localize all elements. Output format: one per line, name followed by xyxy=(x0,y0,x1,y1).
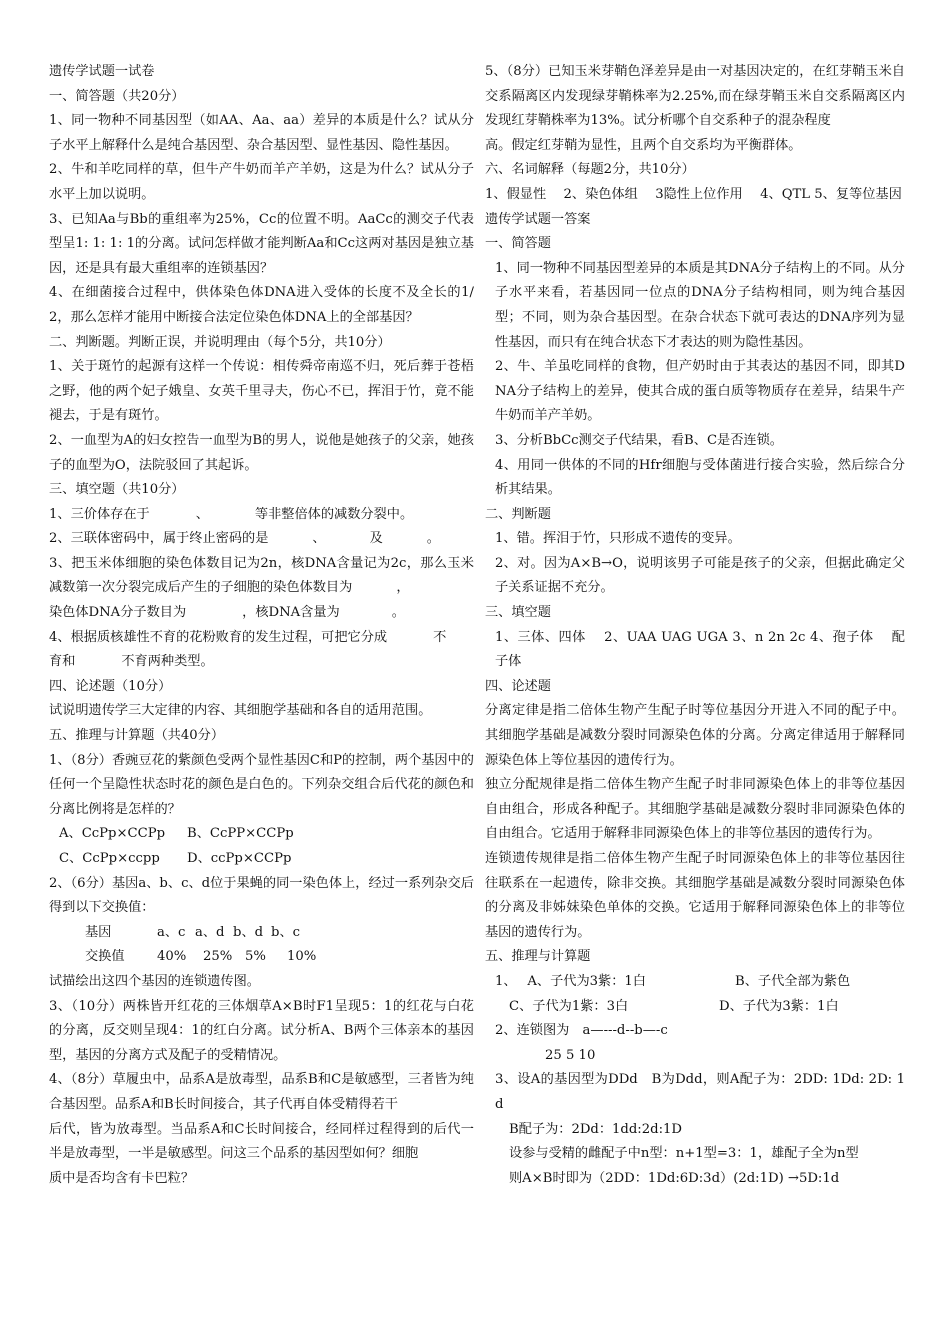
question-5-4-part-b: 后代，皆为放毒型。当品系A和C长时间接合，经同样过程得到的后代一半是放毒型，一半是敏感型。问这三个品系的基因型如何？细胞 xyxy=(49,1121,474,1162)
value-ac: 40% xyxy=(157,949,187,965)
question-5-1-options-cd xyxy=(49,847,474,872)
answer-4-para-3: 连锁遗传规律是指二倍体生物产生配子时同源染色体上的非等位基因往往联系在一起遗传，除非交换。其细胞学基础是减数分裂时同源染色体的分离及非姊妹染色单体的交换。它适用于解释同源染色体上的非等位基因的遗传行为。 xyxy=(485,851,905,940)
value-ad: 25% xyxy=(203,949,233,965)
answer-5-2-distances: 25 5 10 xyxy=(545,1047,596,1063)
genes-label: 基因 xyxy=(85,924,112,940)
pair-bd: b、d xyxy=(233,924,264,940)
section-3-header: 三、填空题（共10分） xyxy=(49,482,185,498)
question-5-1-options-ab xyxy=(49,822,474,847)
section-5-header: 五、推理与计算题（共40分） xyxy=(49,728,225,744)
value-bc: 10% xyxy=(287,949,317,965)
question-5-2-tail: 试描绘出这四个基因的连锁遗传图。 xyxy=(49,973,260,989)
recombination-row-genes xyxy=(49,921,474,946)
q3-1-text-b: 、 xyxy=(195,506,209,522)
answers-section-5-header: 五、推理与计算题 xyxy=(485,949,591,965)
question-1-2: 2、牛和羊吃同样的草，但牛产牛奶而羊产羊奶，这是为什么？试从分子水平上加以说明。 xyxy=(49,162,474,202)
q3-2-text-a: 2、三联体密码中，属于终止密码的是 xyxy=(49,531,269,547)
answer-5-3-b: B配子为：2Dd：1dd:2d:1D xyxy=(509,1121,682,1137)
question-1-1: 1、同一物种不同基因型（如AA、Aa、aa）差异的本质是什么？试从分子水平上解释什么是纯合基因型、杂合基因型、显性基因、隐性基因。 xyxy=(49,113,474,153)
question-5-5-part-b: 高。假定红芽鞘为显性，且两个自交系均为平衡群体。 xyxy=(485,137,802,153)
q3-3-text-e: 。 xyxy=(391,605,405,621)
section-6-header: 六、名词解释（每题2分，共10分） xyxy=(485,162,695,178)
answer-4-para-2: 独立分配规律是指二倍体生物产生配子时非同源染色体上的非等位基因自由组合，形成各种配子。其细胞学基础是减数分裂时非同源染色体的自由组合。它适用于解释非同源染色体上的非等位基因的遗传行为。 xyxy=(485,777,905,842)
answer-5-2: 2、连锁图为 a—---d--b—-c xyxy=(495,1023,668,1039)
values-label: 交换值 xyxy=(85,949,125,965)
option-c: C、CcPp×ccpp xyxy=(59,851,160,866)
question-2-1: 1、关于斑竹的起源有这样一个传说：相传舜帝南巡不归，死后葬于苍梧之野，他的两个妃子娥皇、女英千里寻夫，伤心不已，挥泪于竹，竟不能褪去，于是有斑竹。 xyxy=(49,359,474,424)
option-b: B、CcPP×CCPp xyxy=(187,826,294,842)
question-3-3 xyxy=(49,552,474,626)
answer-4-para-1: 分离定律是指二倍体生物产生配子时等位基因分开进入不同的配子中。其细胞学基础是减数分裂时同源染色体的分离。分离定律适用于解释同源染色体上等位基因的遗传行为。 xyxy=(485,703,905,768)
answer-5-3: 3、设A的基因型为DDd B为Ddd，则A配子为：2DD: 1Dd: 2D: 1d xyxy=(495,1072,905,1112)
question-5-5-part-a: 5、（8分）已知玉米芽鞘色泽差异是由一对基因决定的，在红芽鞘玉米自交系隔离区内发现绿芽鞘株率为2.25%,而在绿芽鞘玉米自交系隔离区内发现红芽鞘株率为13%。试分析哪个自交系种子的混杂程度 xyxy=(485,64,905,129)
answer-5-3-c: 设参与受精的雌配子中n型：n+1型=3：1，雄配子全为n型 xyxy=(509,1146,859,1162)
q3-2-text-c: 及 xyxy=(369,531,383,547)
q3-4-text-b: 不 xyxy=(433,629,447,645)
section-1-header: 一、简答题（共20分） xyxy=(49,88,185,104)
pair-ad: a、d xyxy=(195,924,225,940)
right-column xyxy=(485,60,905,1191)
answer-2-2: 2、对。因为A×B→O，说明该男子可能是孩子的父亲，但据此确定父子关系证据不充分。 xyxy=(495,555,905,596)
section-4-header: 四、论述题（10分） xyxy=(49,678,172,694)
option-a: A、CcPp×CCPp xyxy=(59,826,166,842)
question-1-3: 3、已知Aa与Bb的重组率为25%，Cc的位置不明。AaCc的测交子代表型呈1: 1: 1: 1的分离。试问怎样做才能判断Aa和Cc这两对基因是独立基因，还是具有最大重组率的连锁基因？ xyxy=(49,211,474,276)
q3-4-text-a: 4、根据质核雄性不育的花粉败育的发生过程，可把它分成 xyxy=(49,629,388,645)
answers-title: 遗传学试题一答案 xyxy=(485,211,591,227)
question-5-4-part-c: 质中是否均含有卡巴粒？ xyxy=(49,1170,195,1186)
answer-1-3: 3、分析BbCc测交子代结果，看B、C是否连锁。 xyxy=(495,432,783,448)
q3-3-text-c: 染色体DNA分子数目为 xyxy=(49,605,187,621)
answers-section-3-header: 三、填空题 xyxy=(485,605,551,621)
q3-4-text-d: 不育两种类型。 xyxy=(121,654,214,670)
answer-3: 1、三体、四体 2、UAA UAG UGA 3、n 2n 2c 4、孢子体 配子体 xyxy=(495,629,905,670)
question-3-2 xyxy=(49,527,474,552)
question-5-1: 1、（8分）香豌豆花的紫颜色受两个显性基因C和P的控制，两个基因中的任何一个呈隐性状态时花的颜色是白色的。下列杂交组合后代花的颜色和分离比例将是怎样的？ xyxy=(49,752,474,817)
section-2-header: 二、判断题。判断正误，并说明理由（每个5分，共10分） xyxy=(49,334,391,350)
answers-section-2-header: 二、判断题 xyxy=(485,506,551,522)
question-3-1 xyxy=(49,503,474,528)
question-5-2: 2、（6分）基因a、b、c、d位于果蝇的同一染色体上，经过一系列杂交后得到以下交换值： xyxy=(49,875,474,916)
exam-title: 遗传学试题一试卷 xyxy=(49,64,155,79)
answers-section-1-header: 一、简答题 xyxy=(485,236,551,252)
answers-section-4-header: 四、论述题 xyxy=(485,678,551,694)
question-4: 试说明遗传学三大定律的内容、其细胞学基础和各自的适用范围。 xyxy=(49,703,432,719)
answer-option-b: B、子代全部为紫色 xyxy=(735,973,851,989)
question-5-3: 3、（10分）两株皆开红花的三体烟草A×B时F1呈现5：1的红花与白花的分离，反交则呈现4：1的红白分离。试分析A、B两个三体亲本的基因型，基因的分离方式及配子的受精情况。 xyxy=(49,998,474,1063)
answer-1-2: 2、牛、羊虽吃同样的食物，但产奶时由于其表达的基因不同，即其DNA分子结构上的差异，使其合成的蛋白质等物质存在差异，结果牛产牛奶而羊产羊奶。 xyxy=(495,359,905,424)
q3-3-text-b: ， xyxy=(396,580,410,596)
pair-ac: a、c xyxy=(157,924,186,940)
q3-1-text-a: 1、三价体存在于 xyxy=(49,506,150,522)
q3-3-text-d: ，核DNA含量为 xyxy=(242,605,340,621)
q3-4-text-c: 育和 xyxy=(49,654,76,670)
question-3-4 xyxy=(49,626,474,675)
question-1-4: 4、在细菌接合过程中，供体染色体DNA进入受体的长度不及全长的1/2，那么怎样才能用中断接合法定位染色体DNA上的全部基因？ xyxy=(49,285,474,325)
answer-5-3-d: 则A×B时即为（2DD：1Dd:6D:3d）(2d:1D) →5D:1d xyxy=(509,1170,840,1186)
q3-2-text-b: 、 xyxy=(312,531,326,547)
answer-option-a: 1、 A、子代为3紫：1白 xyxy=(495,973,646,989)
answer-option-d: D、子代为3紫：1白 xyxy=(719,998,839,1014)
recombination-row-values xyxy=(49,945,474,970)
pair-bc: b、c xyxy=(271,924,301,940)
answer-option-c: C、子代为1紫：3白 xyxy=(509,998,629,1014)
answer-1-4: 4、用同一供体的不同的Hfr细胞与受体菌进行接合实验，然后综合分析其结果。 xyxy=(495,457,905,498)
left-column xyxy=(49,60,474,1191)
q3-2-text-d: 。 xyxy=(426,531,440,547)
answer-2-1: 1、错。挥泪于竹，只形成不遗传的变异。 xyxy=(495,531,741,547)
answer-5-1-cd xyxy=(485,995,905,1020)
q3-3-text-a: 3、把玉米体细胞的染色体数目记为2n，核DNA含量记为2c，那么玉米减数第一次分裂完成后产生的子细胞的染色体数目为 xyxy=(49,555,474,596)
question-6: 1、假显性 2、染色体组 3隐性上位作用 4、QTL 5、复等位基因 xyxy=(485,186,902,202)
option-d: D、ccPp×CCPp xyxy=(187,851,292,866)
q3-1-text-c: 等非整倍体的减数分裂中。 xyxy=(254,506,414,522)
value-bd: 5% xyxy=(245,949,266,965)
answer-5-1-ab xyxy=(485,970,905,995)
answer-1-1: 1、同一物种不同基因型差异的本质是其DNA分子结构上的不同。从分子水平来看，若基因同一位点的DNA分子结构相同，则为纯合基因型；不同，则为杂合基因型。在杂合状态下就可表达的DNA序列为显性基因，而只有在纯合状态下才表达的则为隐性基因。 xyxy=(495,260,905,350)
question-5-4-part-a: 4、（8分）草履虫中，品系A是放毒型，品系B和C是敏感型，三者皆为纯合基因型。品系A和B长时间接合，其子代再自体受精得若干 xyxy=(49,1072,474,1112)
question-2-2: 2、一血型为A的妇女控告一血型为B的男人，说他是她孩子的父亲，她孩子的血型为O，法院驳回了其起诉。 xyxy=(49,432,474,473)
